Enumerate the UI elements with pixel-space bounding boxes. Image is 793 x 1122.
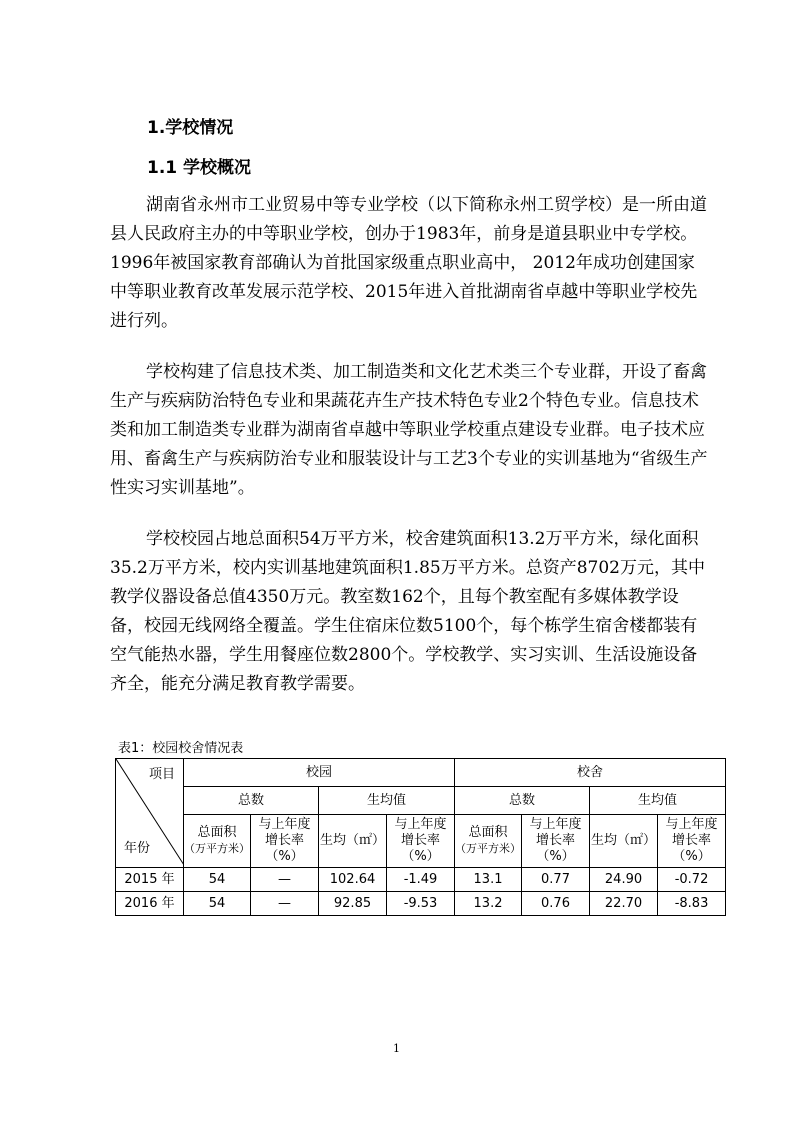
cell-campus-area: 54 <box>184 868 251 892</box>
subsection-heading: 1.1 学校概况 <box>147 158 252 178</box>
cell-building-growth: 0.77 <box>522 868 590 892</box>
header-campus: 校园 <box>184 759 455 787</box>
table-row <box>116 868 726 892</box>
paragraph-facilities: 学校校园占地总面积54万平方米，校舍建筑面积13.2万平方米，绿化面积35.2万平方米，校内实训基地建筑面积1.85万平方米。总资产8702万元，其中教学仪器设备总值4350万元。教室数162个，且每个教室配有多媒体教学设备，校园无线网络全覆盖。学生住宿床位数5100个，每个栋学生宿舍楼都装有空气能热水器，学生用餐座位数2800个。学校教学、实习实训、生活设施设备齐全，能充分满足教育教学需要。 <box>110 529 705 694</box>
header-campus-per-growth: 与上年度 增长率（%） <box>387 815 455 868</box>
header-campus-area: 总面积 （万平方米） <box>184 815 251 868</box>
cell-campus-per: 92.85 <box>319 892 387 916</box>
header-building-per-growth: 与上年度 增长率（%） <box>658 815 726 868</box>
cell-campus-growth: — <box>251 892 319 916</box>
cell-campus-area: 54 <box>184 892 251 916</box>
table-caption: 表1：校园校舍情况表 <box>118 741 244 756</box>
page-number: 1 <box>393 1042 400 1055</box>
header-building-total: 总数 <box>455 787 590 815</box>
cell-building-per-growth: -8.83 <box>658 892 726 916</box>
cell-campus-growth: — <box>251 868 319 892</box>
section-heading: 1.学校情况 <box>147 118 234 138</box>
cell-building-area: 13.1 <box>455 868 522 892</box>
cell-building-per: 24.90 <box>590 868 658 892</box>
cell-building-growth: 0.76 <box>522 892 590 916</box>
cell-building-per-growth: -0.72 <box>658 868 726 892</box>
header-building-per-value: 生均（㎡） <box>590 815 658 868</box>
cell-building-per: 22.70 <box>590 892 658 916</box>
corner-label-item: 项目 <box>148 767 175 782</box>
cell-campus-per: 102.64 <box>319 868 387 892</box>
cell-campus-per-growth: -9.53 <box>387 892 455 916</box>
cell-year: 2016 年 <box>116 892 184 916</box>
table-corner-cell <box>116 759 184 868</box>
header-campus-growth: 与上年度 增长率（%） <box>251 815 319 868</box>
header-campus-per: 生均值 <box>319 787 455 815</box>
header-building-area: 总面积 （万平方米） <box>455 815 522 868</box>
header-building-per: 生均值 <box>590 787 726 815</box>
header-building-growth: 与上年度 增长率（%） <box>522 815 590 868</box>
header-campus-per-value: 生均（㎡） <box>319 815 387 868</box>
paragraph-majors: 学校构建了信息技术类、加工制造类和文化艺术类三个专业群，开设了畜禽生产与疾病防治特色专业和果蔬花卉生产技术特色专业2个特色专业。信息技术类和加工制造类专业群为湖南省卓越中等职业学校重点建设专业群。电子技术应用、畜禽生产与疾病防治专业和服装设计与工艺3个专业的实训基地为“省级生产性实习实训基地”。 <box>110 362 708 498</box>
corner-label-year: 年份 <box>124 841 151 856</box>
header-building: 校舍 <box>455 759 726 787</box>
cell-year: 2015 年 <box>116 868 184 892</box>
campus-table <box>115 758 726 916</box>
paragraph-overview: 湖南省永州市工业贸易中等专业学校（以下简称永州工贸学校）是一所由道县人民政府主办的中等职业学校，创办于1983年，前身是道县职业中专学校。1996年被国家教育部确认为首批国家级重点职业高中， 2012年成功创建国家中等职业教育改革发展示范学校、2015年进入首批湖南省卓越中等职业学校先进行列。 <box>110 195 707 331</box>
header-campus-total: 总数 <box>184 787 319 815</box>
cell-campus-per-growth: -1.49 <box>387 868 455 892</box>
cell-building-area: 13.2 <box>455 892 522 916</box>
table-row <box>116 892 726 916</box>
